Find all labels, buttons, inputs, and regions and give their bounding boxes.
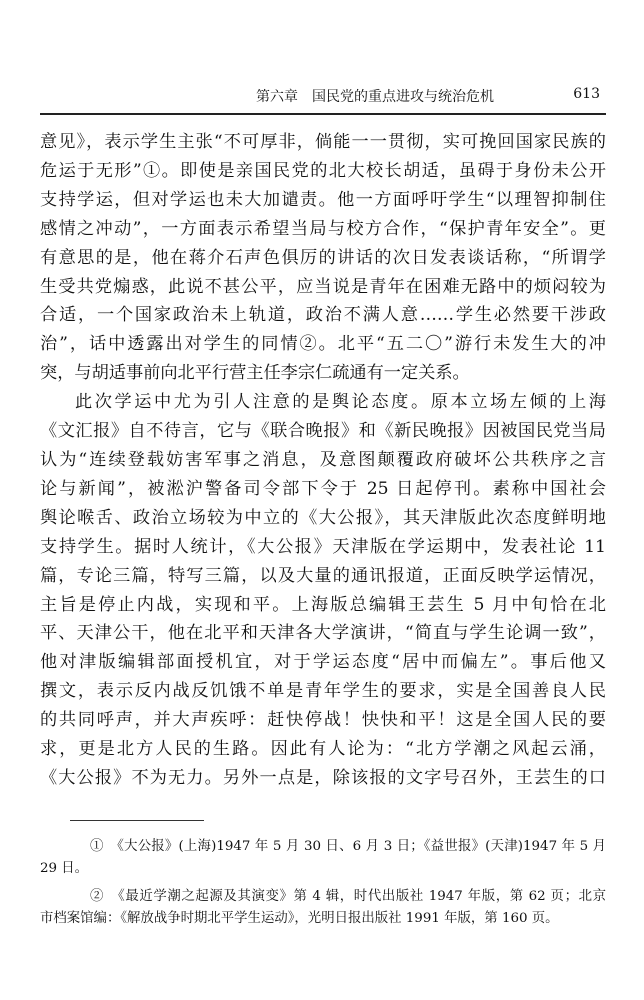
body-line: 治”，话中透露出对学生的同情②。北平“五二〇”游行未发生大的冲: [40, 334, 606, 355]
body-line: 《大公报》不为无力。另外一点是，除该报的文字号召外，王芸生的口: [40, 767, 606, 788]
body-line: 合适，一个国家政治未上轨道，政治不满人意……学生必然要干涉政: [40, 305, 606, 326]
footnote-2: [40, 886, 606, 930]
body-line: 有意思的是，他在蒋介石声色俱厉的讲话的次日发表谈话称，“所谓学: [40, 247, 606, 268]
body-line: 他对津版编辑部面授机宜，对于学运态度“居中而偏左”。事后他又: [40, 652, 606, 673]
body-line: 舆论喉舌、政治立场较为中立的《大公报》，其天津版此次态度鲜明地: [40, 507, 606, 528]
body-line: 论与新闻”，被淞沪警备司令部下令于 25 日起停刊。素称中国社会: [40, 478, 606, 499]
body-line: 篇，专论三篇，特写三篇，以及大量的通讯报道，正面反映学运情况，: [40, 565, 606, 586]
body-text: [40, 128, 606, 793]
body-line: 感情之冲动”，一方面表示希望当局与校方合作，“保护青年安全”。更: [40, 218, 606, 239]
footnote-line: 29 日。: [40, 861, 89, 876]
body-line: 此次学运中尤为引人注意的是舆论态度。原本立场左倾的上海: [75, 392, 606, 413]
body-line: 危运于无形”①。即使是亲国民党的北大校长胡适，虽碍于身份未公开: [40, 160, 606, 181]
body-line: 生受共党煽惑，此说不甚公平，应当说是青年在困难无路中的烦闷较为: [40, 276, 606, 297]
footnote-line: ② 《最近学潮之起源及其演变》第 4 辑，时代出版社 1947 年版，第 62 页；北京: [90, 889, 606, 904]
body-line: 主旨是停止内战，实现和平。上海版总编辑王芸生 5 月中旬恰在北: [40, 594, 606, 615]
body-line: 的共同呼声，并大声疾呼：赶快停战！快快和平！这是全国人民的要: [40, 710, 606, 731]
body-line: 意见》，表示学生主张“不可厚非，倘能一一贯彻，实可挽回国家民族的: [40, 132, 606, 152]
body-line: 平、天津公干，他在北平和天津各大学演讲，“简直与学生论调一致”，: [40, 623, 606, 644]
body-line: 求，更是北方人民的生路。因此有人论为：“北方学潮之风起云涌，: [40, 739, 606, 760]
body-line: 撰文，表示反内战反饥饿不单是青年学生的要求，实是全国善良人民: [40, 681, 606, 702]
chapter-title: 第六章 国民党的重点进攻与统治危机: [256, 89, 494, 105]
running-header: [40, 86, 606, 110]
footnote-line: 市档案馆编：《解放战争时期北平学生运动》，光明日报出版社 1991 年版，第 160 页。: [40, 911, 559, 926]
page-number: 613: [573, 86, 600, 102]
body-line: 突，与胡适事前向北平行营主任李宗仁疏通有一定关系。: [40, 363, 470, 384]
footnote-rule: [70, 820, 204, 821]
footnote-line: ① 《大公报》(上海)1947 年 5 月 30 日、6 月 3 日；《益世报》(天津)1947 年 5 月: [90, 839, 606, 854]
body-line: 《文汇报》自不待言，它与《联合晚报》和《新民晚报》因被国民党当局: [40, 421, 606, 442]
body-line: 支持学运，但对学运也未大加谴责。他一方面呼吁学生“以理智抑制住: [40, 189, 606, 210]
footnote-1: [40, 836, 606, 880]
body-line: 认为“连续登载妨害军事之消息，及意图颠覆政府破坏公共秩序之言: [40, 449, 606, 470]
header-rule: [40, 113, 606, 115]
body-line: 支持学生。据时人统计，《大公报》天津版在学运期中，发表社论 11: [40, 536, 606, 557]
footnotes: [40, 836, 606, 936]
